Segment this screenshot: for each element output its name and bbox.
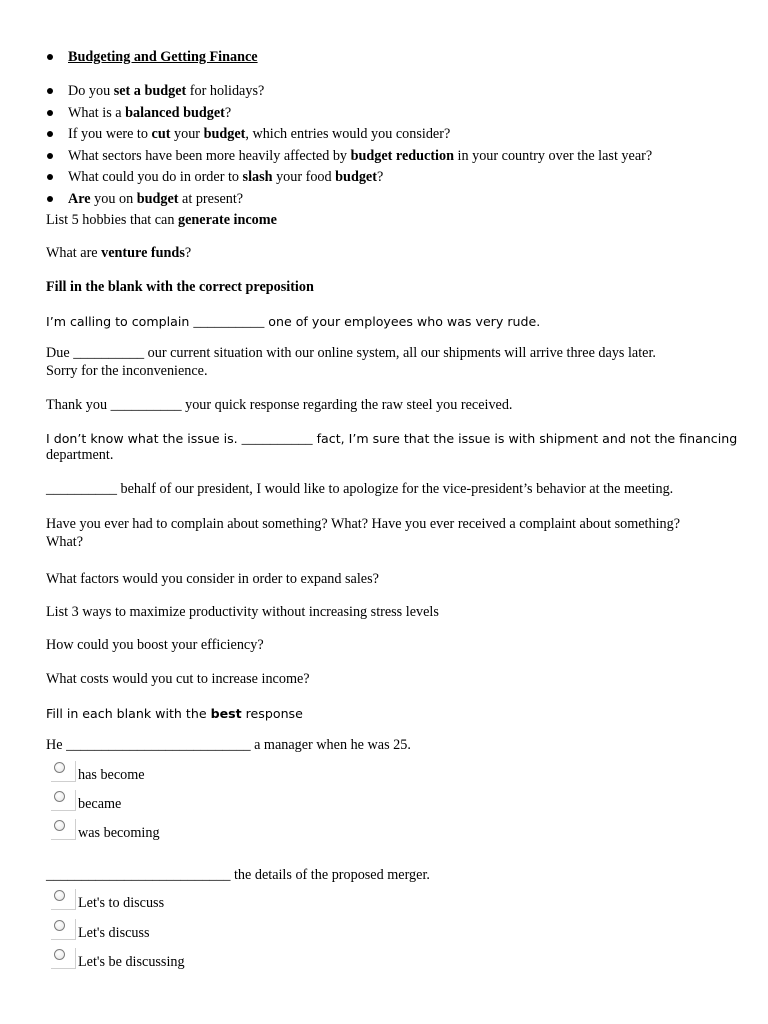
radio-button-icon[interactable] (54, 949, 65, 960)
hobbies-question: List 5 hobbies that can generate income (46, 212, 277, 228)
radio-option-box[interactable] (51, 948, 76, 969)
radio-option-label[interactable]: Let's to discuss (78, 895, 165, 911)
bullet-marker (47, 88, 53, 94)
answer-blank[interactable]: __________ (110, 397, 182, 413)
radio-button-icon[interactable] (54, 920, 65, 931)
bullet-marker (47, 110, 53, 116)
radio-option-box[interactable] (51, 761, 76, 782)
best-response-heading: Fill in each blank with the best response (46, 706, 303, 721)
answer-blank[interactable]: __________ (46, 481, 117, 497)
answer-blank[interactable]: __________ (193, 314, 265, 330)
answer-blank[interactable]: __________ (241, 431, 313, 447)
radio-option-label[interactable]: became (78, 796, 122, 812)
mc-question-stem: He __________________________ a manager when he was 25. (46, 737, 411, 753)
bullet-question: What sectors have been more heavily affected by budget reduction in your country over the last year? (68, 148, 653, 164)
bullet-question: What is a balanced budget? (68, 105, 232, 121)
bullet-marker (47, 196, 53, 202)
radio-option-box[interactable] (51, 919, 76, 940)
preposition-sentence: I’m calling to complain __________ one of your employees who was very rude. (46, 314, 541, 330)
radio-option-label[interactable]: was becoming (78, 825, 160, 841)
preposition-sentence: Thank you __________ your quick response regarding the raw steel you received. (46, 397, 513, 413)
preposition-heading: Fill in the blank with the correct preposition (46, 279, 314, 295)
preposition-sentence: I don’t know what the issue is. __________ fact, I’m sure that the issue is with shipment and not the financing (46, 431, 738, 447)
radio-button-icon[interactable] (54, 820, 65, 831)
radio-option-box[interactable] (51, 819, 76, 840)
radio-option-label[interactable]: Let's be discussing (78, 954, 185, 970)
bullet-question: Are you on budget at present? (68, 191, 244, 207)
preposition-sentence: __________ behalf of our president, I would like to apologize for the vice-president’s behavior at the meeting. (46, 481, 674, 497)
radio-button-icon[interactable] (54, 762, 65, 773)
discussion-question: What factors would you consider in order to expand sales? (46, 571, 379, 587)
radio-option-box[interactable] (51, 889, 76, 910)
bullet-marker (47, 174, 53, 180)
preposition-sentence-continued: department. (46, 447, 114, 463)
radio-option-box[interactable] (51, 790, 76, 811)
preposition-sentence: Due __________ our current situation with our online system, all our shipments will arrive three days later. (46, 345, 656, 361)
discussion-question: What costs would you cut to increase income? (46, 671, 310, 687)
radio-option-label[interactable]: has become (78, 767, 145, 783)
section-title: Budgeting and Getting Finance (68, 49, 258, 65)
bullet-marker (47, 54, 53, 60)
mc-question-stem: __________________________ the details of the proposed merger. (46, 867, 430, 883)
radio-button-icon[interactable] (54, 890, 65, 901)
bullet-question: What could you do in order to slash your food budget? (68, 169, 384, 185)
discussion-question: List 3 ways to maximize productivity without increasing stress levels (46, 604, 439, 620)
discussion-question: How could you boost your efficiency? (46, 637, 264, 653)
venture-question: What are venture funds? (46, 245, 192, 261)
answer-blank[interactable]: __________________________ (46, 867, 231, 883)
radio-option-label[interactable]: Let's discuss (78, 925, 150, 941)
bullet-question: Do you set a budget for holidays? (68, 83, 265, 99)
answer-blank[interactable]: __________________________ (66, 737, 251, 753)
answer-blank[interactable]: __________ (73, 345, 145, 361)
bullet-marker (47, 131, 53, 137)
discussion-question-continued: What? (46, 534, 84, 550)
discussion-question: Have you ever had to complain about something? What? Have you ever received a complaint about something? (46, 516, 681, 532)
preposition-sentence-continued: Sorry for the inconvenience. (46, 363, 208, 379)
bullet-marker (47, 153, 53, 159)
bullet-question: If you were to cut your budget, which entries would you consider? (68, 126, 451, 142)
radio-button-icon[interactable] (54, 791, 65, 802)
